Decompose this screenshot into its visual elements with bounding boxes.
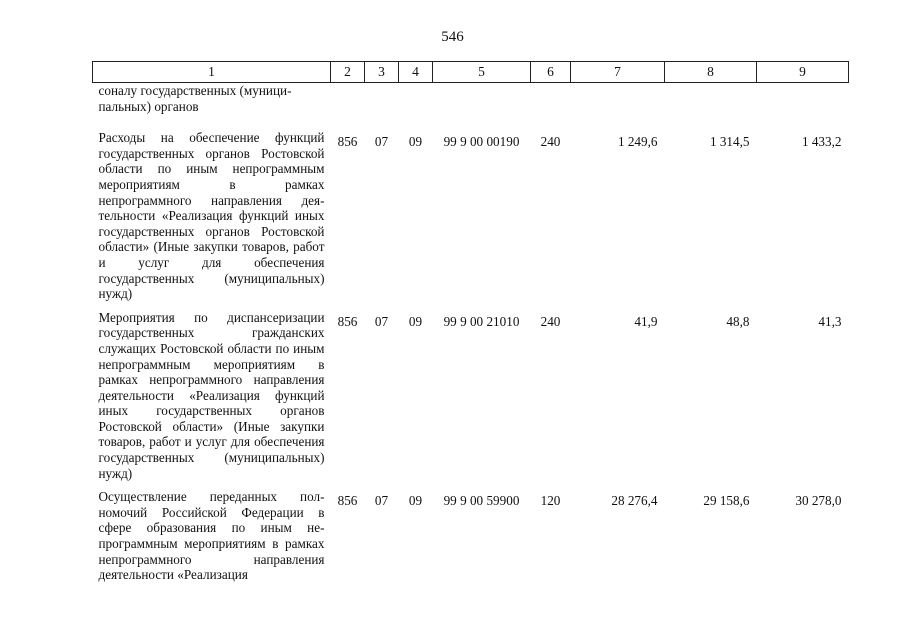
row-description xyxy=(93,83,331,131)
cell-c3: 07 xyxy=(374,493,389,509)
cell-c2: 856 xyxy=(337,313,358,329)
cell-c9 xyxy=(757,83,849,131)
cell-c7: 1 249,6 xyxy=(617,134,658,150)
cell-c4: 09 xyxy=(408,493,423,509)
table-row-continuation xyxy=(93,83,849,131)
column-header-1: 1 xyxy=(93,62,331,83)
cell-c9: 30 278,0 xyxy=(795,493,842,509)
column-header-9: 9 xyxy=(757,62,849,83)
cell-c2: 856 xyxy=(337,134,358,150)
cell-c4: 09 xyxy=(408,313,423,329)
column-header-8: 8 xyxy=(665,62,757,83)
cell-c8: 48,8 xyxy=(726,313,750,329)
cell-c7: 28 276,4 xyxy=(611,493,658,509)
cell-c4 xyxy=(399,83,433,131)
cell-c9: 41,3 xyxy=(818,313,842,329)
row-description: Расходы на обеспечение функций государственных органов Ростовской области по иным непрограммным мероприятиям в рамках непрограммного направления деятельности «Реализация функций иных государственных органов Ростовской области» (Иные закупки товаров, работ и услуг для обеспечения государственных (муниципальных) нужд) xyxy=(98,130,325,302)
cell-c8 xyxy=(665,83,757,131)
page-number: 546 xyxy=(441,29,464,45)
cell-c5 xyxy=(433,83,531,131)
cell-c8: 29 158,6 xyxy=(703,493,750,509)
cell-c3: 07 xyxy=(374,134,389,150)
cell-c6 xyxy=(531,83,571,131)
table-row xyxy=(93,310,849,490)
cell-c2: 856 xyxy=(337,493,358,509)
table-row xyxy=(93,130,849,310)
row-description-text: соналу государственных (муници- пальных) органов xyxy=(98,83,292,114)
column-header-3: 3 xyxy=(365,62,399,83)
column-header-7: 7 xyxy=(571,62,665,83)
header-row xyxy=(93,62,849,83)
cell-c4: 09 xyxy=(408,134,423,150)
cell-c5: 99 9 00 21010 xyxy=(443,313,520,329)
cell-c9: 1 433,2 xyxy=(801,134,842,150)
cell-c3: 07 xyxy=(374,313,389,329)
cell-c2 xyxy=(331,83,365,131)
row-description: Осуществление переданных полномочий Российской Федерации в сфере образования по иным непрограммным мероприятиям в рамках непрограммного направления деятельности «Реализация xyxy=(98,489,325,583)
cell-c6: 120 xyxy=(540,493,561,509)
cell-c5: 99 9 00 59900 xyxy=(443,493,520,509)
cell-c3 xyxy=(365,83,399,131)
column-header-2: 2 xyxy=(331,62,365,83)
table-row xyxy=(93,489,849,583)
cell-c7: 41,9 xyxy=(634,313,658,329)
cell-c8: 1 314,5 xyxy=(709,134,750,150)
cell-c6: 240 xyxy=(540,134,561,150)
cell-c5: 99 9 00 00190 xyxy=(443,134,520,150)
budget-table xyxy=(92,61,849,583)
cell-c6: 240 xyxy=(540,313,561,329)
row-description: Мероприятия по диспансеризации государственных гражданских служащих Ростовской области по иным непрограммным мероприятиям в рамках непрограммного направления деятельности «Реализация функций иных государственных органов Ростовской области» (Иные закупки товаров, работ и услуг для обеспечения государственных (муниципальных) нужд) xyxy=(98,309,325,481)
cell-c7 xyxy=(571,83,665,131)
column-header-5: 5 xyxy=(433,62,531,83)
column-header-6: 6 xyxy=(531,62,571,83)
column-header-4: 4 xyxy=(399,62,433,83)
